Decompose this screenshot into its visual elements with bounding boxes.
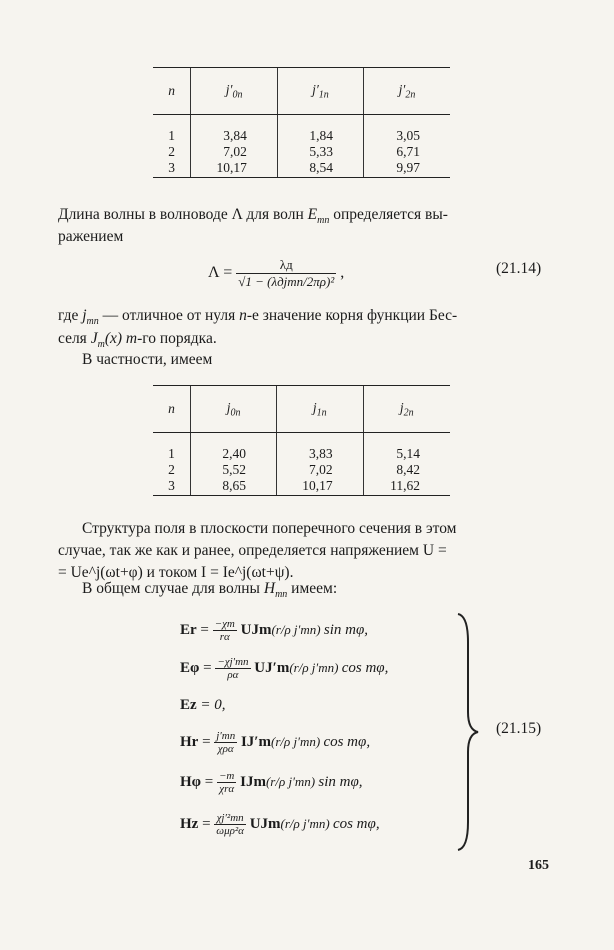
equation-number-21-14: (21.14) bbox=[496, 260, 542, 277]
system-equation-3: Ez = 0, bbox=[180, 697, 226, 713]
col-j1: $j_{1n}$ bbox=[277, 386, 364, 433]
system-equation-6: Hz = $\frac{\text{χj′²mn}}{\text{ωμρ²α}}$ UJm(r/ρ j′mn) cos mφ, bbox=[180, 812, 380, 837]
system-equation-4: Hr = $\frac{j'mn}{\text{χρα}}$ IJ′m(r/ρ j′mn) cos mφ, bbox=[180, 730, 371, 755]
fraction: $\frac{-\chi j'mn}{\rho\alpha}$ bbox=[217, 656, 249, 681]
equation-lhs: Hφ bbox=[180, 773, 202, 790]
table-row: 3 10,17 8,54 9,97 bbox=[153, 160, 450, 178]
bessel-roots-table bbox=[153, 385, 450, 496]
equation-21-14: Λ = $\frac{\lambda д}{\text{√1 − (λдjmn/2πρ)²}}$ , bbox=[208, 257, 345, 289]
table-row: 2 5,52 7,02 8,42 bbox=[153, 462, 450, 478]
col-j0: $j'_{0n}$ bbox=[191, 68, 278, 115]
equation-lhs: Hr bbox=[180, 733, 199, 750]
col-j0: $j_{0n}$ bbox=[191, 386, 277, 433]
paragraph-in-particular: В частности, имеем bbox=[82, 351, 213, 368]
fraction: $\frac{-m}{\text{χrα}}$ bbox=[219, 770, 235, 795]
table-row: 2 7,02 5,33 6,71 bbox=[153, 144, 450, 160]
equation-lhs: Hz bbox=[180, 815, 199, 832]
system-equation-1: Er = $\frac{-\chi m}{r\alpha}$ UJm(r/ρ j′mn) sin mφ, bbox=[180, 618, 368, 643]
fraction: $\frac{j'mn}{\text{χρα}}$ bbox=[216, 730, 236, 755]
fraction: $\frac{\text{χj′²mn}}{\text{ωμρ²α}}$ bbox=[216, 812, 244, 837]
paragraph-bessel-cont: селя $J_m(x)$ m-го порядка. bbox=[58, 330, 217, 351]
equation-lhs: Ez bbox=[180, 697, 197, 713]
col-n: n bbox=[153, 68, 191, 115]
paragraph-structure-3: = Ue^j(ωt+φ) и током I = Ie^j(ωt+ψ). bbox=[58, 564, 294, 581]
paragraph-general-case: В общем случае для волны $H_{mn}$ имеем: bbox=[82, 580, 338, 601]
system-equation-2: Eφ = $\frac{-\chi j'mn}{\rho\alpha}$ UJ′m(r/ρ j′mn) cos mφ, bbox=[180, 656, 389, 681]
col-j1: $j'_{1n}$ bbox=[277, 68, 363, 115]
paragraph-structure-2: случае, так же как и ранее, определяется напряжением U = bbox=[58, 542, 447, 559]
bessel-derivative-roots-table bbox=[153, 67, 450, 178]
paragraph-wavelength-cont: ражением bbox=[58, 228, 124, 245]
equation-lhs: Eφ bbox=[180, 659, 200, 676]
paragraph-wavelength: Длина волны в волноводе Λ для волн $E_{mn}$ определяется вы- bbox=[58, 206, 448, 227]
fraction: $\frac{-\chi m}{r\alpha}$ bbox=[214, 618, 235, 643]
page-number: 165 bbox=[528, 858, 549, 873]
system-equation-5: Hφ = $\frac{-m}{\text{χrα}}$ IJm(r/ρ j′mn) sin mφ, bbox=[180, 770, 363, 795]
col-n: n bbox=[153, 386, 191, 433]
equation-number-21-15: (21.15) bbox=[496, 720, 542, 737]
col-j2: $j'_{2n}$ bbox=[363, 68, 450, 115]
table-row: 3 8,65 10,17 11,62 bbox=[153, 478, 450, 496]
equation-lhs: Er bbox=[180, 621, 197, 638]
col-j2: $j_{2n}$ bbox=[363, 386, 450, 433]
table-row: 1 2,40 3,83 5,14 bbox=[153, 433, 450, 463]
table-row: 1 3,84 1,84 3,05 bbox=[153, 115, 450, 145]
right-brace-icon bbox=[452, 612, 482, 852]
paragraph-bessel: где $j_{mn}$ — отличное от нуля n-е значение корня функции Бес- bbox=[58, 307, 458, 328]
paragraph-structure-1: Структура поля в плоскости поперечного сечения в этом bbox=[82, 520, 457, 537]
